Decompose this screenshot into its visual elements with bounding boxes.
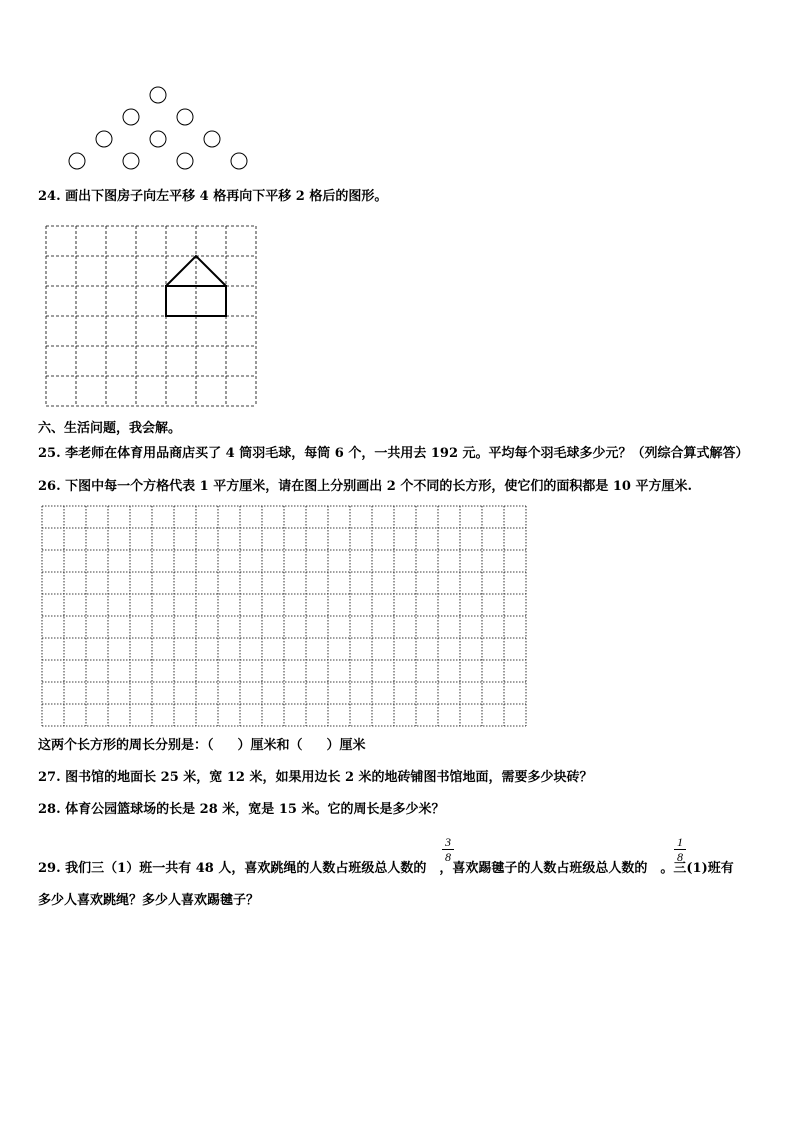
question-number: 24. bbox=[38, 189, 61, 204]
question-29: 29. 我们三（1）班一共有 48 人，喜欢跳绳的人数占班级总人数的 ，喜欢踢毽子的人数占班级总人数的 。三(1)班有 bbox=[38, 861, 734, 876]
question-25 bbox=[38, 446, 749, 462]
question-text: 画出下图房子向左平移 4 格再向下平移 2 格后的图形。 bbox=[65, 189, 388, 204]
question-24 bbox=[38, 189, 387, 205]
circle bbox=[177, 109, 193, 125]
fraction-1-8: 1 8 bbox=[674, 836, 686, 863]
question-26 bbox=[38, 479, 692, 495]
question-29-line2: 多少人喜欢跳绳？多少人喜欢踢毽子？ bbox=[38, 893, 260, 908]
question-number: 26. bbox=[38, 479, 61, 494]
area-grid bbox=[39, 503, 529, 729]
circle bbox=[150, 87, 166, 103]
circle bbox=[150, 131, 166, 147]
circle bbox=[123, 153, 139, 169]
fraction-3-8: 3 8 bbox=[442, 836, 454, 863]
circle bbox=[177, 153, 193, 169]
question-text: 图书馆的地面长 25 米，宽 12 米，如果用边长 2 米的地砖铺图书馆地面，需要多少块砖？ bbox=[65, 770, 593, 785]
question-27 bbox=[38, 770, 593, 786]
circle bbox=[231, 153, 247, 169]
section-heading: 六、生活问题，我会解。 bbox=[38, 421, 182, 436]
question-text: 李老师在体育用品商店买了 4 筒羽毛球，每筒 6 个，一共用去 192 元。平均每个羽毛球多少元？（列综合算式解答） bbox=[65, 446, 749, 461]
circle-triangle-figure bbox=[60, 82, 260, 172]
circle bbox=[123, 109, 139, 125]
circle bbox=[96, 131, 112, 147]
question-number: 29. bbox=[38, 861, 61, 876]
question-text: 下图中每一个方格代表 1 平方厘米，请在图上分别画出 2 个不同的长方形，使它们的面积都是 10 平方厘米. bbox=[65, 479, 693, 494]
question-number: 28. bbox=[38, 802, 61, 817]
question-number: 25. bbox=[38, 446, 61, 461]
circle bbox=[204, 131, 220, 147]
circle bbox=[69, 153, 85, 169]
question-26-answer-line: 这两个长方形的周长分别是：（ ）厘米和（ ）厘米 bbox=[38, 738, 366, 753]
house-grid bbox=[42, 222, 262, 412]
question-number: 27. bbox=[38, 770, 61, 785]
question-text: 体育公园篮球场的长是 28 米，宽是 15 米。它的周长是多少米？ bbox=[65, 802, 445, 817]
question-28 bbox=[38, 802, 444, 818]
